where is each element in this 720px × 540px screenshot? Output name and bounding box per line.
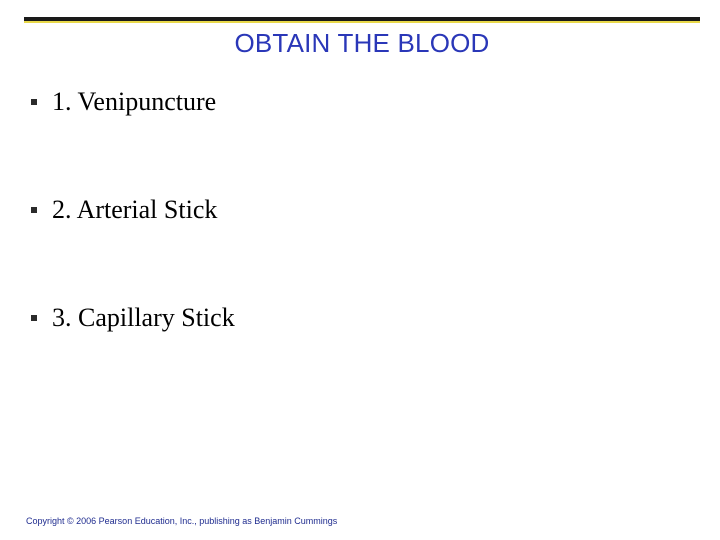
bullet-item: [30, 298, 235, 338]
square-bullet-icon: [31, 207, 37, 213]
slide-title: OBTAIN THE BLOOD: [234, 28, 490, 58]
bullet-text: 3. Capillary Stick: [52, 303, 235, 332]
title-rule-accent: [24, 21, 700, 23]
bullet-item: [30, 190, 217, 230]
bullet-text: 2. Arterial Stick: [52, 195, 218, 224]
square-bullet-icon: [31, 315, 37, 321]
bullet-text: 1. Venipuncture: [52, 87, 217, 116]
bullet-item: [30, 82, 216, 122]
square-bullet-icon: [31, 99, 37, 105]
copyright-footer: Copyright © 2006 Pearson Education, Inc., publishing as Benjamin Cummings: [26, 516, 338, 526]
